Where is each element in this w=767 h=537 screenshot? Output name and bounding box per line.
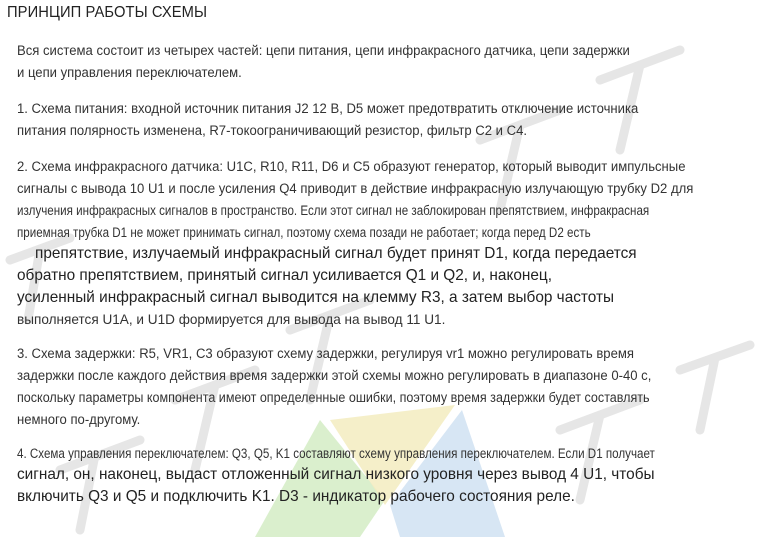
section-3-line-1: 3. Схема задержки: R5, VR1, C3 образуют схему задержки, регулируя vr1 можно регулировать время <box>17 346 634 361</box>
section-1-line-1: 1. Схема питания: входной источник питания J2 12 В, D5 может предотвратить отключение источника <box>17 101 639 116</box>
section-2-line-2: сигналы с вывода 10 U1 и после усиления Q4 приводит в действие инфракрасную излучающую трубку D2 для <box>17 181 694 196</box>
section-2-line-4: приемная трубка D1 не может принимать сигнал, поэтому схема позади не работает; когда перед D2 есть <box>17 225 591 240</box>
section-2-line-3: излучения инфракрасных сигналов в пространство. Если этот сигнал не заблокирован препятствием, инфракрасная <box>17 203 650 218</box>
section-3-line-4: немного по-другому. <box>17 412 141 427</box>
intro-line-2: и цепи управления переключателем. <box>17 65 242 80</box>
section-2-line-1: 2. Схема инфракрасного датчика: U1C, R10, R11, D6 и C5 образуют генератор, который выводит импульсные <box>17 159 686 174</box>
section-4-line-3: включить Q3 и Q5 и подключить K1. D3 - индикатор рабочего состояния реле. <box>17 488 575 505</box>
section-3-line-2: задержки после каждого действия время задержки этой схемы можно регулировать в диапазоне 0-40 с, <box>17 368 652 383</box>
section-4-line-1: 4. Схема управления переключателем: Q3, Q5, K1 составляют схему управления переключателем. Если D1 получает <box>17 446 655 461</box>
section-2-line-7: усиленный инфракрасный сигнал выводится на клемму R3, а затем выбор частоты <box>17 289 615 306</box>
page-title: ПРИНЦИП РАБОТЫ СХЕМЫ <box>7 4 208 21</box>
intro-line-1: Вся система состоит из четырех частей: цепи питания, цепи инфракрасного датчика, цепи задержки <box>17 43 630 58</box>
section-2-line-8: выполняется U1A, и U1D формируется для вывода на вывод 11 U1. <box>17 311 446 327</box>
section-4-line-2: сигнал, он, наконец, выдаст отложенный сигнал низкого уровня через вывод 4 U1, чтобы <box>17 466 655 483</box>
section-2-line-5: препятствие, излучаемый инфракрасный сигнал будет принят D1, когда передается <box>35 245 637 262</box>
section-3-line-3: поскольку параметры компонента имеют определенные ошибки, поэтому время задержки будет составлять <box>17 390 650 405</box>
section-1-line-2: питания полярность изменена, R7-токоограничивающий резистор, фильтр C2 и C4. <box>17 123 528 138</box>
section-2-line-6: обратно препятствием, принятый сигнал усиливается Q1 и Q2, и, наконец, <box>17 267 552 284</box>
